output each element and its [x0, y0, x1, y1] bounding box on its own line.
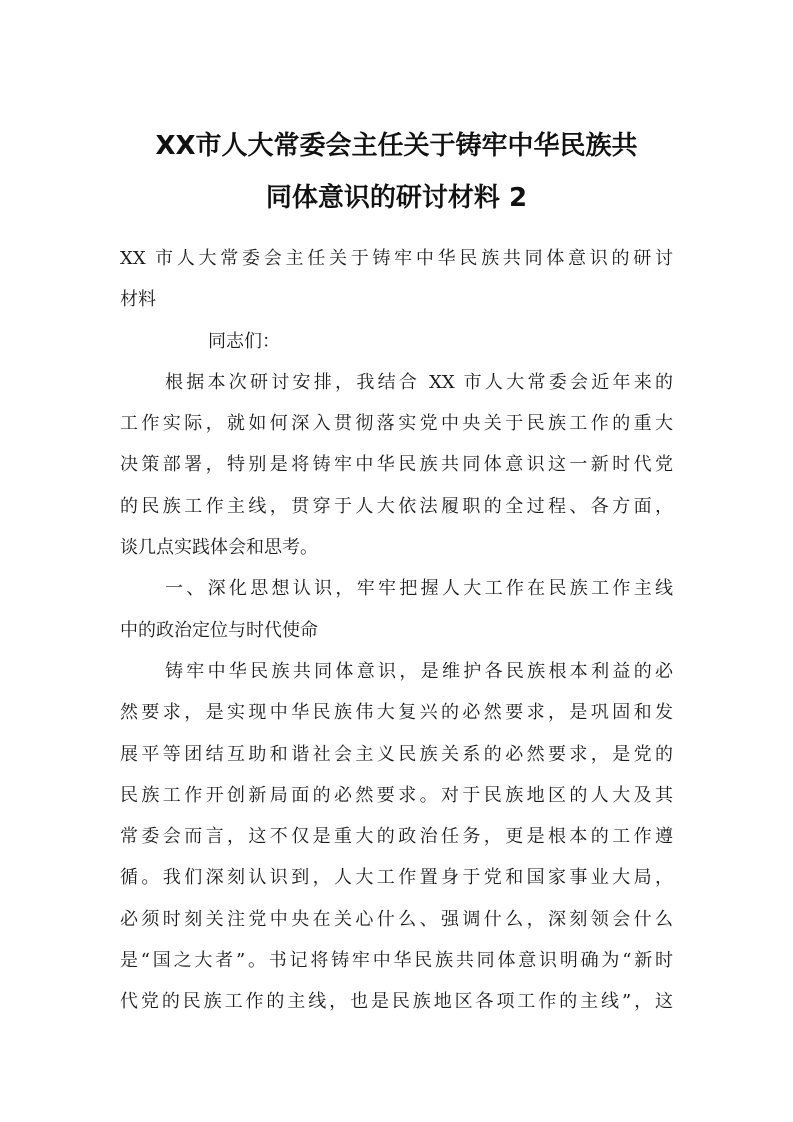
- paragraph-1-line: 决策部署，特别是将铸牢中华民族共同体意识这一新时代党: [120, 454, 673, 476]
- document-title: [100, 120, 693, 224]
- paragraph-1-line: 的民族工作主线，贯穿于人大依法履职的全过程、各方面，: [120, 495, 673, 517]
- paragraph-2-line: 循。我们深刻认识到，人大工作置身于党和国家事业大局，: [120, 867, 673, 889]
- paragraph-2-line: 必须时刻关注党中央在关心什么、强调什么，深刻领会什么: [120, 908, 673, 930]
- salutation: 同志们：: [208, 330, 280, 352]
- paragraph-2-line: 是“国之大者”。书记将铸牢中华民族共同体意识明确为“新时: [120, 950, 673, 972]
- paragraph-2-line: 铸牢中华民族共同体意识，是维护各民族根本利益的必: [165, 660, 673, 682]
- paragraph-1-line: 根据本次研讨安排，我结合 XX 市人大常委会近年来的: [165, 371, 673, 393]
- section-heading-line: 一、深化思想认识，牢牢把握人大工作在民族工作主线: [165, 578, 673, 600]
- section-heading-line: 中的政治定位与时代使命: [120, 619, 318, 641]
- subtitle-line-2: 材料: [120, 289, 156, 311]
- subtitle-line-1: XX 市人大常委会主任关于铸牢中华民族共同体意识的研讨: [120, 248, 673, 269]
- paragraph-2-line: 常委会而言，这不仅是重大的政治任务，更是根本的工作遵: [120, 826, 673, 848]
- paragraph-2-line: 然要求，是实现中华民族伟大复兴的必然要求，是巩固和发: [120, 702, 673, 724]
- paragraph-1-line: 谈几点实践体会和思考。: [120, 537, 318, 559]
- paragraph-1-line: 工作实际，就如何深入贯彻落实党中央关于民族工作的重大: [120, 413, 673, 435]
- paragraph-2-line: 民族工作开创新局面的必然要求。对于民族地区的人大及其: [120, 784, 673, 806]
- paragraph-2-line: 展平等团结互助和谐社会主义民族关系的必然要求，是党的: [120, 743, 673, 765]
- title-line-1: XX市人大常委会主任关于铸牢中华民族共: [155, 131, 638, 161]
- title-line-2: 同体意识的研讨材料 2: [265, 183, 528, 213]
- paragraph-2-line: 代党的民族工作的主线，也是民族地区各项工作的主线”，这: [120, 991, 673, 1013]
- document-body: [120, 238, 673, 1023]
